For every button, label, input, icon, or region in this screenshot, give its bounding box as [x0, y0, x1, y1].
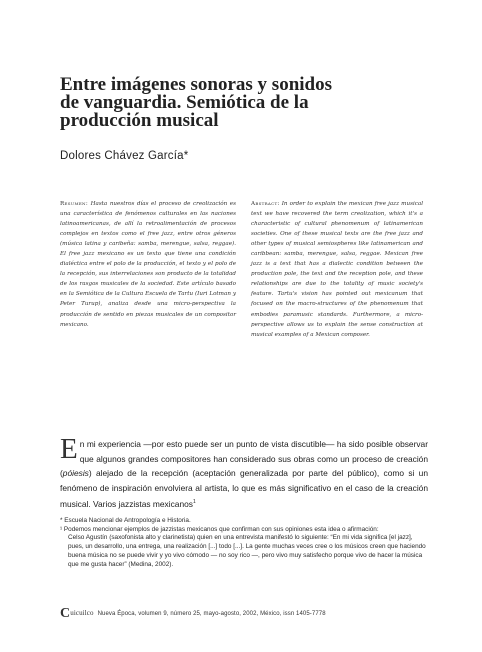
journal-footer — [60, 606, 428, 622]
abstract-es-label: Resumen: — [60, 201, 89, 207]
abstract-en-text: In order to explain the mexican free jazz musical text we have recovered the term creolization, which it's a characteristic of cultural phenomenum of latinamerican societies. One of these musical texts are the free jazz and other types of musical semiospheres like latinamerican and caribbean: samba, merengue, salsa, reggae. Mexican free jazz is a text that has a dialectic condition between the production pole, the text and the reception pole, and these relationships are due to the totality of music society's feature. Tartu's vision has pointed out mexicanum that focused on the macro-structures of the phenomenum that embodies paramusic standards. Furthermore, a micro-perspective allows us to explain the sense construction at musical examples of a Mexican composer. — [251, 201, 423, 338]
body-text-part-1: n mi experiencia —por esto puede ser un punto de vista discutible— ha sido posible observar que algunos grandes compositores han considerado sus obras como un proceso de creación ( — [60, 439, 428, 479]
footnote-1: ¹ Podemos mencionar ejemplos de jazzistas mexicanos que confirman con sus opiniones esta idea o afirmación: — [60, 525, 379, 533]
abstract-es-text: Hasta nuestros días el proceso de creolización es una característica de fenómenos culturales en las naciones latinoamericanas, de allí la retroalimentación de procesos complejos en textos como el free jazz, entre otros géneros (música latina y caribeña: samba, merengue, salsa, reggae). El free jazz mexicano es un texto que tiene una condición dialéctica entre el polo de la producción, el texto y el polo de la recepción, sus interrelaciones son producto de la totalidad de los rasgos musicales de la sociedad. Este artículo basado en la Semiótica de la Cultura Escuela de Tartu (Iuri Lotman y Peter Turup), analiza desde una micro-perspectiva la producción de sentido en piezas musicales de un compositor mexicano. — [60, 201, 236, 328]
footnote-affiliation: * Escuela Nacional de Antropología e Historia. — [60, 517, 191, 524]
footnote-1-quote: Celso Agustín (saxofonista alto y clarinetista) quien en una entrevista manifestó lo siguiente: “En mi vida significa [el jazz], pues, un desarrollo, una entrega, una realización [...] todo [...]. La gente muchas veces cree o los músicos creen que haciendo buena música no se puede vivir y yo vivo cómodo — no soy rico —, pero vivo muy satisfecho porque vivo de hacer la música que me gusta hacer” (Medina, 2002). — [68, 534, 426, 568]
author-name: Dolores Chávez García* — [60, 150, 189, 162]
article-title — [60, 76, 360, 130]
title-line-2: de vanguardia. Semiótica de la — [60, 92, 309, 113]
title-line-3: producción musical — [60, 110, 219, 131]
journal-logo-name: uicuilco — [70, 609, 94, 617]
title-line-1: Entre imágenes sonoras y sonidos — [60, 74, 333, 95]
body-paragraph — [60, 433, 428, 512]
abstract-en-label: Abstract: — [251, 201, 280, 207]
journal-logo-initial: C — [60, 606, 71, 621]
abstract-english — [251, 199, 423, 340]
body-text-part-2: ) alejado de la recepción (aceptación generalizada por parte del público), como si un fenómeno de inspiración envolviera al artista, lo que es más significativo en el caso de la creación musical. Varios jazzistas mexicanos — [60, 468, 428, 510]
body-term-poiesis: póiesis — [62, 468, 89, 479]
abstract-spanish — [60, 199, 236, 330]
drop-cap: E — [60, 433, 78, 465]
footnote-reference: 1 — [192, 499, 196, 506]
journal-citation: Nueva Época, volumen 9, número 25, mayo-agosto, 2002, México, issn 1405-7778 — [97, 611, 326, 617]
footnotes — [60, 517, 428, 569]
